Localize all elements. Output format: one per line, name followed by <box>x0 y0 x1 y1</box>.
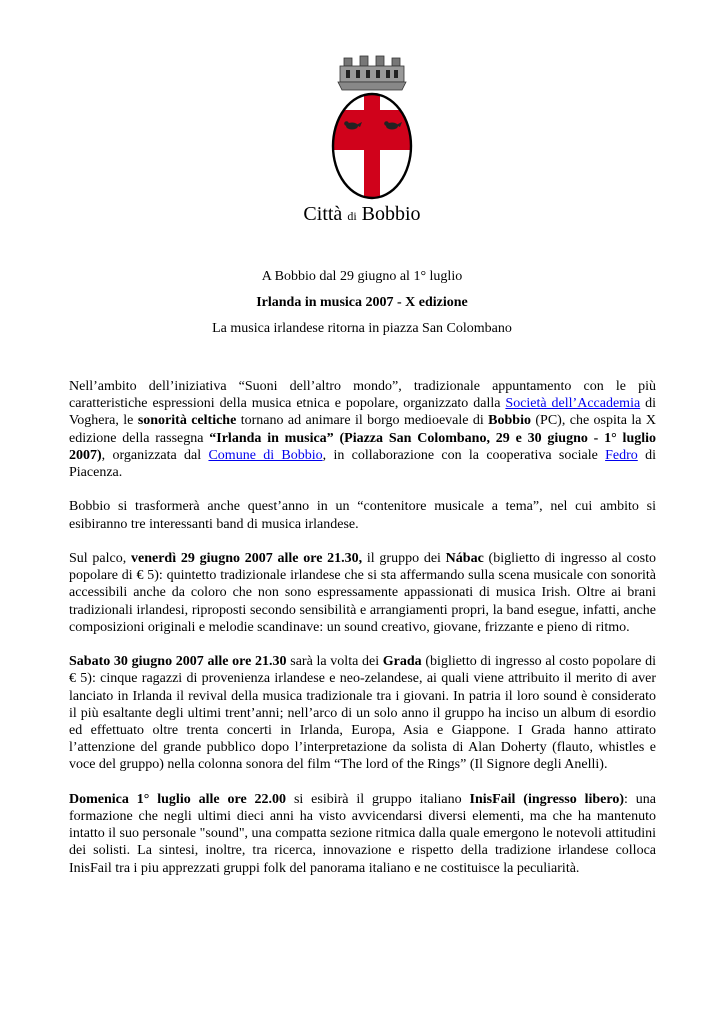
date-line: A Bobbio dal 29 giugno al 1° luglio <box>261 269 463 284</box>
paragraph-nabac: Sul palco, venerdì 29 giugno 2007 alle ore 21.30, il gruppo dei Nábac (biglietto di ingresso al costo popolare di € 5): quintetto tradizionale irlandese che si sta affermando sulla scena musicale con sonorità accessibili anche da coloro che non sono espressamente appassionati di musica Irish. Oltre ai brani tradizionali irlandesi, riproposti secondo sensibilità e arrangiamenti propri, la band esegue, infatti, anche composizioni originali e melodie scandinave: un sound creativo, giovane, frizzante e pieno di ritmo. <box>69 551 657 635</box>
event-subtitle: La musica irlandese ritorna in piazza San Colombano <box>212 321 512 336</box>
paragraph-theme: Bobbio si trasformerà anche quest’anno in un “contenitore musicale a tema”, nel cui ambito si esibiranno tre interessanti band di musica irlandese. <box>69 499 656 532</box>
city-connector: di <box>347 209 357 223</box>
link-comune-bobbio[interactable]: Comune di Bobbio <box>208 447 323 463</box>
city-name <box>250 200 474 230</box>
paragraph-inisfail: Domenica 1° luglio alle ore 22.00 si esibirà il gruppo italiano InisFail (ingresso libero): una formazione che negli ultimi dieci anni ha visto avvicendarsi diversi elementi, ma che ha mantenuto intatto il suo personale "sound", una compatta sezione ritmica dalla quale emergono le notevoli attitudini dei solisti. La sintesi, inoltre, tra ricerca, innovazione e rispetto della tradizione irlandese colloca InisFail tra i piu apprezzati gruppi folk del panorama italiano e ne costituisce la peculiarità. <box>69 791 656 876</box>
city-prefix: Città <box>303 203 343 225</box>
event-title: Irlanda in musica 2007 - X edizione <box>256 295 468 310</box>
city-label: Bobbio <box>361 203 421 225</box>
paragraph-grada: Sabato 30 giugno 2007 alle ore 21.30 sarà la volta dei Grada (biglietto di ingresso al costo popolare di € 5): cinque ragazzi di provenienza irlandese e neo-zelandese, ai quali viene attribuito il merito di aver lanciato in Irlanda il revival della musica tradizionale tra i giovani. In patria il loro sound è considerato il più esaltante degli ultimi trent’anni; nell’arco di un solo anno il gruppo ha inciso un album di esordio ed effettuato oltre trenta concerti in Irlanda, Europa, Asia e Giappone. I Grada hanno attirato l’attenzione del grande pubblico dopo l’interpretazione da solista di Alan Doherty (flauto, whistles e voce del gruppo) nella colonna sonora del film “The lord of the Rings” (Il Signore degli Anelli). <box>69 654 656 773</box>
city-crest-logo <box>322 54 422 202</box>
link-fedro[interactable]: Fedro <box>605 447 638 463</box>
link-societa-accademia[interactable]: Società dell’Accademia <box>505 396 641 412</box>
paragraph-intro: Nell’ambito dell’iniziativa “Suoni dell’altro mondo”, tradizionale appuntamento con le più caratteristiche espressioni della musica etnica e popolare, organizzato dalla Società dell’Accademia di Voghera, le sonorità celtiche tornano ad animare il borgo medioevale di Bobbio (PC), che ospita la X edizione della rassegna “Irlanda in musica” (Piazza San Colombano, 29 e 30 giugno - 1° luglio 2007), organizzata dal Comune di Bobbio, in collaborazione con la cooperativa sociale Fedro di Piacenza. <box>69 379 657 481</box>
article-body <box>69 378 656 894</box>
crown-icon <box>338 56 406 90</box>
shield-icon <box>330 92 414 202</box>
